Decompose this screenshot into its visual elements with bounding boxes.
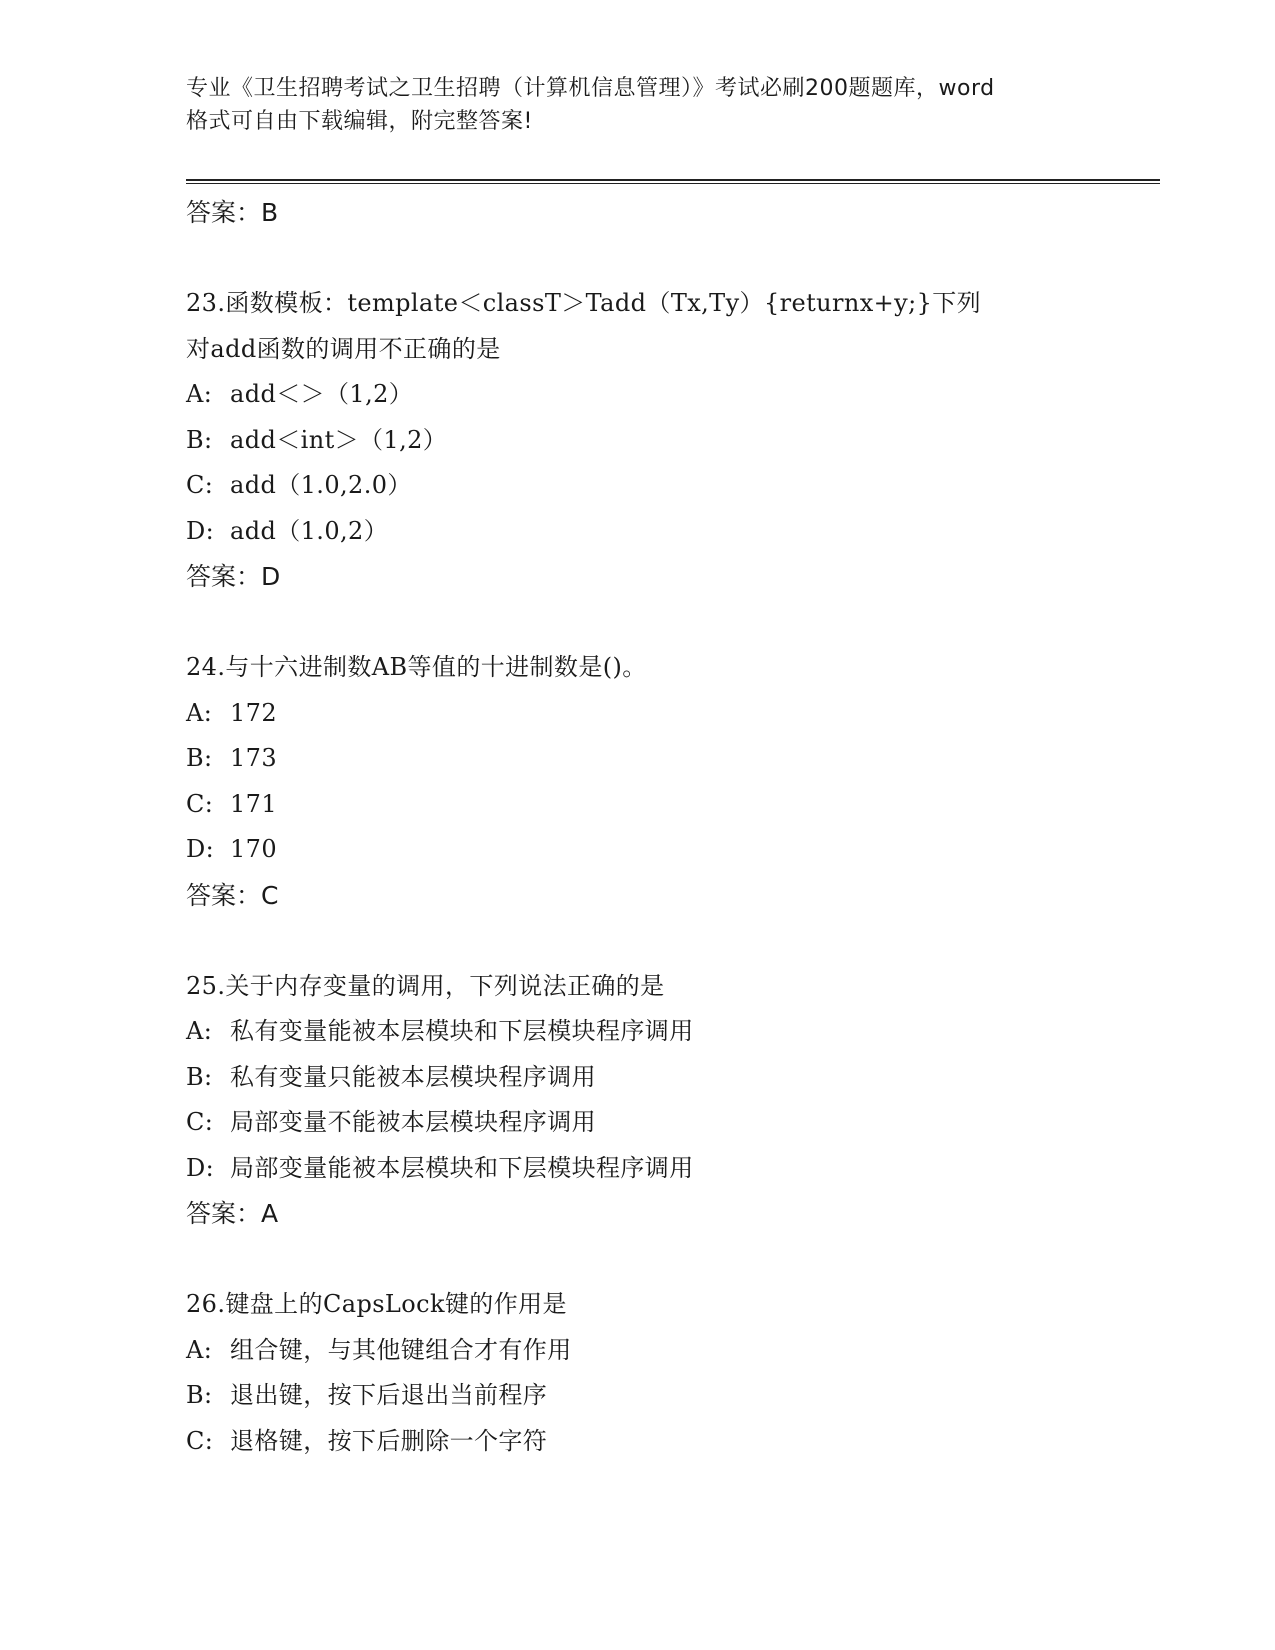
question-stem: 23.函数模板：template＜classT＞Tadd（Tx,Ty）{returnx+y;}下列 [186, 289, 982, 317]
option-letter: D: [186, 835, 215, 863]
option-c [186, 1419, 1146, 1465]
option-text: add＜int＞（1,2） [230, 425, 448, 454]
option-letter: D: [186, 1153, 215, 1182]
option-b [186, 1373, 1146, 1419]
question-23 [186, 281, 1146, 599]
option-letter: D: [186, 516, 215, 545]
option-text: 局部变量不能被本层模块程序调用 [230, 1108, 596, 1136]
question-stem: 24.与十六进制数AB等值的十进制数是()。 [186, 653, 647, 681]
question-26 [186, 1282, 1146, 1464]
option-letter: B: [186, 1381, 213, 1409]
option-letter: A: [186, 1335, 213, 1364]
question-24 [186, 645, 1146, 918]
header-divider-thin [186, 183, 1160, 184]
answer-value: B [261, 198, 279, 227]
option-letter: C: [186, 1108, 214, 1136]
option-a [186, 1328, 1146, 1374]
question-stem: 26.键盘上的CapsLock键的作用是 [186, 1290, 567, 1318]
option-text: 173 [230, 744, 278, 772]
header-divider-thick [186, 179, 1160, 181]
option-letter: C: [186, 1426, 214, 1455]
question-answer [186, 1191, 1146, 1236]
option-text: 私有变量只能被本层模块程序调用 [230, 1062, 596, 1091]
option-d [186, 1146, 1146, 1192]
header-line-1: 专业《卫生招聘考试之卫生招聘（计算机信息管理）》考试必刷200题题库，word [186, 76, 995, 101]
option-text: 退出键，按下后退出当前程序 [230, 1381, 548, 1409]
option-b [186, 736, 1146, 782]
option-a [186, 1009, 1146, 1055]
previous-answer [186, 190, 1146, 235]
option-a [186, 372, 1146, 418]
option-letter: A: [186, 698, 213, 727]
question-answer [186, 873, 1146, 918]
option-text: 170 [230, 835, 278, 863]
option-c [186, 463, 1146, 509]
option-d [186, 827, 1146, 873]
option-b [186, 1055, 1146, 1101]
option-letter: C: [186, 789, 214, 818]
question-stem: 25.关于内存变量的调用，下列说法正确的是 [186, 971, 665, 1000]
question-answer [186, 554, 1146, 599]
option-c [186, 1100, 1146, 1146]
answer-value: C [261, 880, 279, 910]
option-text: add（1.0,2） [230, 516, 389, 545]
option-letter: C: [186, 471, 214, 499]
answer-label: 答案： [186, 198, 262, 227]
option-text: 私有变量能被本层模块和下层模块程序调用 [230, 1017, 694, 1045]
answer-value: A [261, 1199, 279, 1228]
answer-label: 答案： [186, 562, 262, 591]
answer-label: 答案： [186, 1199, 262, 1228]
option-letter: A: [186, 1017, 213, 1045]
answer-label: 答案： [186, 880, 262, 910]
option-text: 局部变量能被本层模块和下层模块程序调用 [230, 1153, 694, 1182]
option-d [186, 509, 1146, 555]
question-25 [186, 964, 1146, 1237]
question-list [186, 190, 1146, 1464]
option-b [186, 418, 1146, 464]
option-text: 退格键，按下后删除一个字符 [230, 1426, 548, 1455]
option-text: add＜＞（1,2） [230, 380, 414, 408]
option-letter: B: [186, 1062, 213, 1091]
option-a [186, 691, 1146, 737]
option-text: 172 [230, 698, 278, 727]
option-c [186, 782, 1146, 828]
option-text: 组合键，与其他键组合才有作用 [230, 1335, 572, 1364]
question-stem-continued: 对add函数的调用不正确的是 [186, 334, 501, 363]
option-letter: B: [186, 744, 213, 772]
option-text: 171 [230, 789, 278, 818]
option-letter: B: [186, 425, 213, 454]
option-text: add（1.0,2.0） [230, 471, 412, 499]
document-header [186, 72, 1086, 138]
option-letter: A: [186, 380, 213, 408]
header-line-2: 格式可自由下载编辑，附完整答案! [186, 109, 533, 134]
answer-value: D [261, 562, 281, 591]
